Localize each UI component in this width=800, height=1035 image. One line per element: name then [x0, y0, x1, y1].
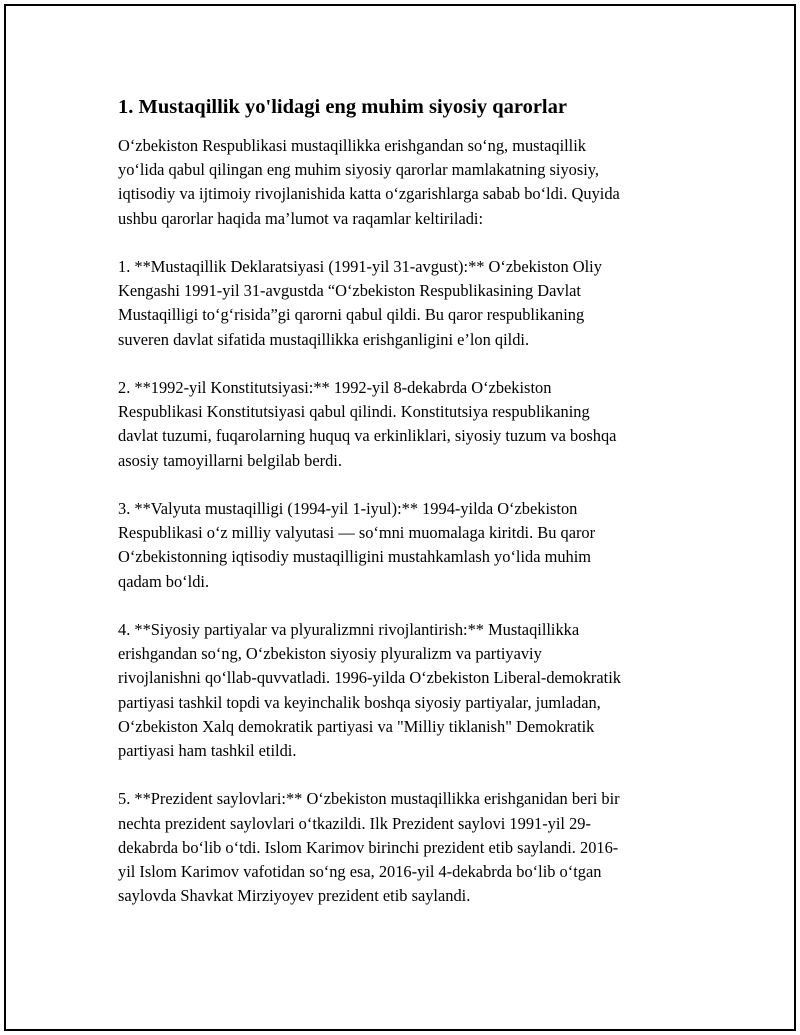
paragraph-currency-independence: 3. **Valyuta mustaqilligi (1994-yil 1-iyul):** 1994-yilda O‘zbekiston Respublikasi o‘z milliy valyutasi — so‘mni muomalaga kiritdi. Bu qaror O‘zbekistonning iqtisodiy mustaqilligini mustahkamlash yo‘lida muhim qadam bo‘ldi. [118, 499, 596, 591]
document-body [118, 94, 690, 933]
paragraph-presidential-elections: 5. **Prezident saylovlari:** O‘zbekiston mustaqillikka erishganidan beri bir nechta prezident saylovlari o‘tkazildi. Ilk Prezident saylovi 1991-yil 29- dekabrda bo‘lib o‘tdi. Islom Karimov birinchi prezident etib saylandi. 2016- yil Islom Karimov vafotidan so‘ng esa, 2016-yil 4-dekabrda bo‘lib o‘tgan saylovda Shavkat Mirziyoyev prezident etib saylandi. [118, 789, 620, 906]
intro-paragraph: O‘zbekiston Respublikasi mustaqillikka erishgandan so‘ng, mustaqillik yo‘lida qabul qilingan eng muhim siyosiy qarorlar mamlakatning siyosiy, iqtisodiy va ijtimoiy rivojlanishida katta o‘zgarishlarga sabab bo‘ldi. Quyida ushbu qarorlar haqida ma’lumot va raqamlar keltiriladi: [118, 136, 620, 228]
paragraph-independence-declaration: 1. **Mustaqillik Deklaratsiyasi (1991-yil 31-avgust):** O‘zbekiston Oliy Kengashi 1991-yil 31-avgustda “O‘zbekiston Respublikasining Davlat Mustaqilligi to‘g‘risida”gi qarorni qabul qildi. Bu qaror respublikaning suveren davlat sifatida mustaqillikka erishganligini e’lon qildi. [118, 257, 602, 349]
paragraph-political-parties: 4. **Siyosiy partiyalar va plyuralizmni rivojlantirish:** Mustaqillikka erishgandan so‘ng, O‘zbekiston siyosiy plyuralizm va partiyaviy rivojlanishni qo‘llab-quvvatladi. 1996-yilda O‘zbekiston Liberal-demokratik partiyasi tashkil topdi va keyinchalik boshqa siyosiy partiyalar, jumladan, O‘zbekiston Xalq demokratik partiyasi va "Milliy tiklanish" Demokratik partiyasi ham tashkil etildi. [118, 620, 621, 761]
paragraph-constitution: 2. **1992-yil Konstitutsiyasi:** 1992-yil 8-dekabrda O‘zbekiston Respublikasi Konstitutsiyasi qabul qilindi. Konstitutsiya respublikaning davlat tuzumi, fuqarolarning huquq va erkinliklari, siyosiy tuzum va boshqa asosiy tamoyillarni belgilab berdi. [118, 378, 617, 470]
section-heading: 1. Mustaqillik yo'lidagi eng muhim siyosiy qarorlar [118, 96, 567, 118]
